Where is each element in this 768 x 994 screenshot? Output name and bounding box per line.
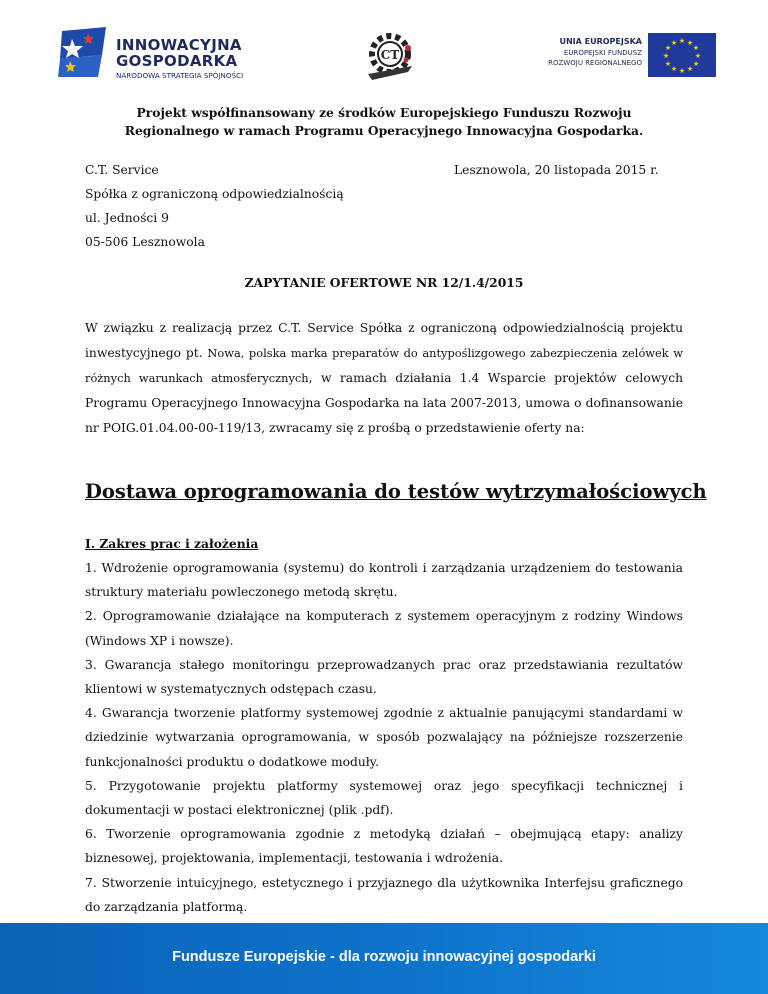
eu-logo-line1: UNIA EUROPEJSKA [559,37,642,46]
ig-logo-subtitle: NARODOWA STRATEGIA SPÓJNOŚCI [116,71,244,80]
svg-text:★: ★ [670,65,678,73]
eu-erdf-logo [536,33,716,77]
ig-flag-icon [58,25,110,79]
svg-text:★: ★ [678,37,686,45]
ig-logo-line2: GOSPODARKA [116,52,238,70]
svg-text:★: ★ [686,65,694,73]
innowacyjna-gospodarka-logo [58,25,268,85]
inquiry-title: ZAPYTANIE OFERTOWE NR 12/1.4/2015 [244,275,524,290]
list-item: 1. Wdrożenie oprogramowania (systemu) do kontroli i zarządzania urządzeniem do testowania struktury materiału powleczonego metodą skrętu. [85,561,683,600]
sender-street: ul. Jedności 9 [85,211,169,225]
list-item: 2. Oprogramowanie działające na komputerach z systemem operacyjnym z rodziny Windows (Windows XP i nowsze). [85,609,683,648]
intro-part3: , w ramach działania 1.4 Wsparcie projektów celowych Programu Operacyjnego Innowacyjna Gospodarka na lata 2007-2013, umowa o dofinansowanie nr POIG.01.04.00-00-119/13, zwracamy się z prośbą o przedstawienie oferty na: [85,371,683,435]
svg-text:★: ★ [686,39,694,47]
ig-logo-line1: INNOWACYJNA [116,36,242,54]
svg-text:★: ★ [692,60,700,68]
svg-text:★: ★ [664,44,672,52]
list-item: 5. Przygotowanie projektu platformy systemowej oraz jego specyfikacji technicznej i dokumentacji w postaci elektronicznej (plik .pdf). [85,778,683,818]
section-title: I. Zakres prac i założenia [85,536,259,551]
intro-part1: W związku z realizacją przez C.T. Service Spółka z ograniczoną odpowiedzialnością projektu inwestycyjnego pt. [85,321,683,360]
svg-text:★: ★ [678,67,686,75]
sender-company: C.T. Service [85,163,159,177]
eu-logo-line2: EUROPEJSKI FUNDUSZ [563,49,642,57]
eu-logo-line3: ROZWOJU REGIONALNEGO [548,59,642,67]
sender-legal-form: Spółka z ograniczoną odpowiedzialnością [85,187,344,201]
intro-project-title: Nowa, polska marka preparatów do antypoślizgowego zabezpieczenia zelówek w różnych warunkach atmosferycznych [85,346,683,385]
sender-postal-city: 05-506 Lesznowola [85,235,205,249]
place-and-date: Lesznowola, 20 listopada 2015 r. [454,163,659,177]
list-item: 7. Stworzenie intuicyjnego, estetycznego i przyjaznego dla użytkownika Interfejsu graficznego do zarządzania platformą. [85,875,683,914]
svg-text:CT: CT [380,48,400,62]
svg-text:★: ★ [662,52,670,60]
cofinancing-note: Projekt współfinansowany ze środków Europejskiego Funduszu Rozwoju Regionalnego w ramach Programu Operacyjnego Innowacyjna Gospodarka. [124,105,644,138]
list-item: 6. Tworzenie oprogramowania zgodnie z metodyką działań – obejmującą etapy: analizy biznesowej, projektowania, implementacji, testowania i wdrożenia. [85,827,683,866]
svg-text:★: ★ [670,39,678,47]
eu-flag-icon [648,33,716,77]
list-item: 3. Gwarancja stałego monitoringu przeprowadzanych prac oraz przedstawiania rezultatów klientowi w systematycznych odstępach czasu. [85,657,683,697]
intro-paragraph [85,316,683,441]
scope-section [85,532,683,919]
footer-banner [0,923,768,994]
sender-address [85,158,344,254]
ct-service-gear-logo-icon [362,30,418,82]
main-title: Dostawa oprogramowania do testów wytrzymałościowych [85,480,707,503]
svg-text:★: ★ [664,60,672,68]
svg-text:★: ★ [692,44,700,52]
svg-text:★: ★ [694,52,702,60]
footer-text: Fundusze Europejskie - dla rozwoju innowacyjnej gospodarki [172,949,596,965]
list-item: 4. Gwarancja tworzenie platformy systemowej zgodnie z aktualnie panującymi standardami w dziedzinie wytwarzania oprogramowania, w sposób pozwalający na późniejsze rozszerzenie funkcjonalności produktu o dodatkowe moduły. [85,706,683,769]
